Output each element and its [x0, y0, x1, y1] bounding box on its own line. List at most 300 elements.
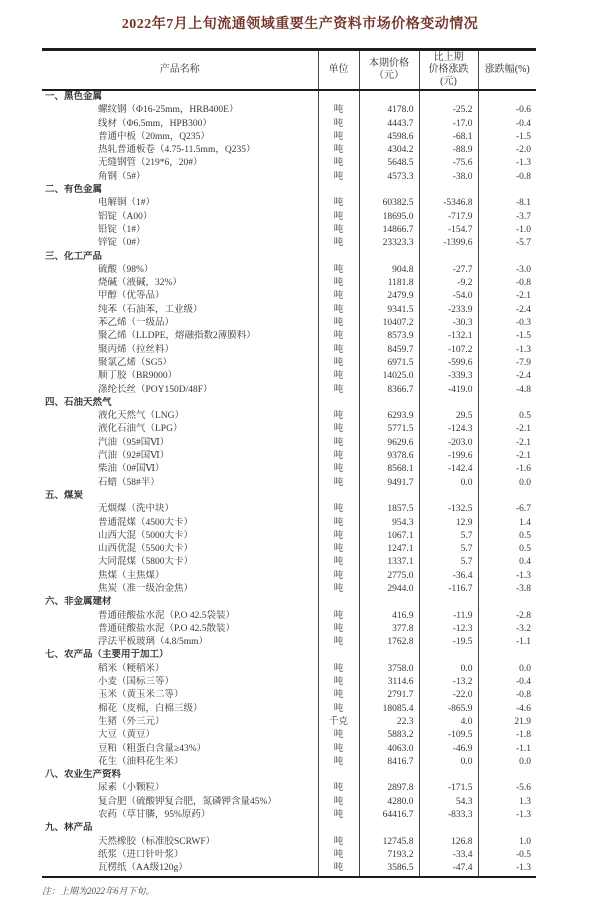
pct-cell: 1.0 — [478, 836, 536, 849]
pct-cell: -0.8 — [478, 689, 536, 702]
unit-cell: 吨 — [318, 862, 359, 876]
unit-cell: 吨 — [318, 144, 359, 157]
unit-cell: 吨 — [318, 782, 359, 795]
product-cell: 无缝钢管（219*6，20#） — [98, 158, 203, 169]
unit-cell — [318, 822, 359, 835]
pct-cell: 0.5 — [478, 530, 536, 543]
pct-cell: -1.3 — [478, 570, 536, 583]
product-cell: 聚乙烯（LLDPE，熔融指数2薄膜料） — [98, 331, 256, 342]
change-cell: -36.4 — [419, 570, 478, 583]
price-cell — [359, 90, 419, 104]
product-cell: 烧碱（液碱，32%） — [98, 278, 182, 289]
product-cell: 复合肥（硫酸钾复合肥，氮磷钾含量45%） — [98, 796, 277, 807]
change-cell: -419.0 — [419, 384, 478, 397]
product-cell: 角钢（5#） — [98, 171, 146, 182]
table-row — [42, 171, 536, 184]
change-cell: 126.8 — [419, 836, 478, 849]
pct-cell: -1.3 — [478, 344, 536, 357]
price-cell: 1181.8 — [359, 277, 419, 290]
unit-cell: 吨 — [318, 623, 359, 636]
change-cell: -1399.6 — [419, 237, 478, 250]
table-row — [42, 636, 536, 649]
change-cell: 5.7 — [419, 556, 478, 569]
price-cell — [359, 596, 419, 609]
section-title-cell: 六、非金属建材 — [45, 597, 112, 608]
price-cell: 1067.1 — [359, 530, 419, 543]
page-title: 2022年7月上旬流通领域重要生产资料市场价格变动情况 — [121, 17, 479, 32]
product-cell: 纸浆（进口针叶浆） — [98, 849, 184, 860]
pct-cell — [478, 397, 536, 410]
unit-cell: 吨 — [318, 610, 359, 623]
section-row — [42, 769, 536, 782]
change-cell: -27.7 — [419, 264, 478, 277]
product-cell: 小麦（国标三等） — [98, 677, 175, 688]
change-cell: 54.3 — [419, 796, 478, 809]
table-row — [42, 357, 536, 370]
pct-cell: -1.6 — [478, 463, 536, 476]
price-cell: 416.9 — [359, 610, 419, 623]
unit-cell: 吨 — [318, 836, 359, 849]
change-cell: -199.6 — [419, 450, 478, 463]
change-cell: -38.0 — [419, 171, 478, 184]
product-cell: 山西优混（5500大卡） — [98, 544, 194, 555]
unit-cell: 吨 — [318, 277, 359, 290]
unit-cell: 吨 — [318, 197, 359, 210]
pct-cell: 21.9 — [478, 716, 536, 729]
table-row — [42, 570, 536, 583]
unit-cell: 吨 — [318, 689, 359, 702]
pct-cell — [478, 596, 536, 609]
pct-cell: 0.5 — [478, 543, 536, 556]
change-cell: -107.2 — [419, 344, 478, 357]
unit-cell: 吨 — [318, 636, 359, 649]
change-cell: -46.9 — [419, 743, 478, 756]
price-cell: 60382.5 — [359, 197, 419, 210]
price-cell — [359, 769, 419, 782]
product-cell: 汽油（95#国Ⅵ） — [98, 437, 170, 448]
unit-cell — [318, 490, 359, 503]
unit-cell: 吨 — [318, 517, 359, 530]
pct-cell: -2.1 — [478, 423, 536, 436]
product-cell: 线材（Φ6.5mm，HPB300） — [98, 118, 212, 129]
price-cell — [359, 822, 419, 835]
change-cell: -142.4 — [419, 463, 478, 476]
unit-cell: 吨 — [318, 104, 359, 117]
table-row — [42, 836, 536, 849]
change-cell: -22.0 — [419, 689, 478, 702]
table-row — [42, 344, 536, 357]
price-cell: 22.3 — [359, 716, 419, 729]
unit-cell: 吨 — [318, 729, 359, 742]
unit-cell: 吨 — [318, 290, 359, 303]
price-cell — [359, 251, 419, 264]
unit-cell: 吨 — [318, 676, 359, 689]
pct-cell: -2.1 — [478, 290, 536, 303]
table-row — [42, 623, 536, 636]
price-cell: 1337.1 — [359, 556, 419, 569]
product-cell: 瓦楞纸（AA级120g） — [98, 863, 188, 874]
price-cell: 8568.1 — [359, 463, 419, 476]
change-cell: -124.3 — [419, 423, 478, 436]
pct-cell: -0.8 — [478, 277, 536, 290]
change-cell: -132.5 — [419, 503, 478, 516]
table-row — [42, 703, 536, 716]
pct-cell: -0.4 — [478, 118, 536, 131]
unit-cell: 吨 — [318, 437, 359, 450]
pct-cell: 0.4 — [478, 556, 536, 569]
unit-cell: 吨 — [318, 118, 359, 131]
price-cell: 8416.7 — [359, 756, 419, 769]
table-row — [42, 224, 536, 237]
change-cell: -109.5 — [419, 729, 478, 742]
price-cell: 8366.7 — [359, 384, 419, 397]
pct-cell: -1.1 — [478, 636, 536, 649]
pct-cell: 0.0 — [478, 477, 536, 490]
section-title-cell: 九、林产品 — [45, 823, 93, 834]
unit-cell: 吨 — [318, 756, 359, 769]
product-cell: 大豆（黄豆） — [98, 730, 156, 741]
section-row — [42, 822, 536, 835]
pct-cell — [478, 184, 536, 197]
pct-cell: -2.4 — [478, 370, 536, 383]
pct-cell: -2.1 — [478, 450, 536, 463]
price-cell: 4598.6 — [359, 131, 419, 144]
price-cell: 3758.0 — [359, 663, 419, 676]
unit-cell: 吨 — [318, 809, 359, 822]
unit-cell: 吨 — [318, 330, 359, 343]
unit-cell: 吨 — [318, 304, 359, 317]
product-cell: 汽油（92#国Ⅵ） — [98, 451, 170, 462]
table-row — [42, 689, 536, 702]
table-row — [42, 756, 536, 769]
change-cell: 29.5 — [419, 410, 478, 423]
price-cell: 8573.9 — [359, 330, 419, 343]
product-cell: 液化石油气（LPG） — [98, 424, 183, 435]
table-row — [42, 663, 536, 676]
price-cell: 9491.7 — [359, 477, 419, 490]
change-cell — [419, 184, 478, 197]
price-cell: 3114.6 — [359, 676, 419, 689]
change-cell: 4.0 — [419, 716, 478, 729]
product-cell: 农药（草甘膦，95%原药） — [98, 810, 211, 821]
table-row — [42, 104, 536, 117]
change-cell: -88.9 — [419, 144, 478, 157]
price-cell: 14866.7 — [359, 224, 419, 237]
table-row — [42, 517, 536, 530]
product-cell: 苯乙烯（一级品） — [98, 318, 175, 329]
section-row — [42, 649, 536, 662]
pct-cell: -1.3 — [478, 809, 536, 822]
change-cell: 5.7 — [419, 530, 478, 543]
price-cell: 377.8 — [359, 623, 419, 636]
table-row — [42, 477, 536, 490]
table-row — [42, 583, 536, 596]
pct-cell: -0.3 — [478, 317, 536, 330]
table-row — [42, 450, 536, 463]
pct-cell: -0.6 — [478, 104, 536, 117]
price-cell: 4304.2 — [359, 144, 419, 157]
price-cell: 6293.9 — [359, 410, 419, 423]
product-cell: 普通中板（20mm，Q235） — [98, 131, 210, 142]
change-cell: -833.3 — [419, 809, 478, 822]
price-cell — [359, 397, 419, 410]
unit-cell: 吨 — [318, 157, 359, 170]
table-row — [42, 197, 536, 210]
pct-cell: -0.4 — [478, 676, 536, 689]
unit-cell: 吨 — [318, 477, 359, 490]
change-cell — [419, 822, 478, 835]
change-cell: -717.9 — [419, 211, 478, 224]
pct-cell: 1.3 — [478, 796, 536, 809]
unit-cell: 吨 — [318, 503, 359, 516]
table-row — [42, 277, 536, 290]
price-cell: 3586.5 — [359, 862, 419, 876]
section-title-cell: 五、煤炭 — [45, 490, 84, 501]
product-cell: 无烟煤（洗中块） — [98, 504, 175, 515]
pct-cell: -1.8 — [478, 729, 536, 742]
product-cell: 尿素（小颗粒） — [98, 783, 165, 794]
table-header — [42, 50, 536, 91]
price-cell: 2791.7 — [359, 689, 419, 702]
section-title-cell: 七、农产品（主要用于加工） — [45, 650, 169, 661]
unit-cell: 吨 — [318, 344, 359, 357]
change-cell: -68.1 — [419, 131, 478, 144]
unit-cell: 吨 — [318, 450, 359, 463]
pct-cell: -0.8 — [478, 171, 536, 184]
product-cell: 聚氯乙烯（SG5） — [98, 357, 172, 368]
price-cell: 6971.5 — [359, 357, 419, 370]
price-cell: 8459.7 — [359, 344, 419, 357]
price-cell — [359, 649, 419, 662]
price-cell: 18695.0 — [359, 211, 419, 224]
table-row — [42, 131, 536, 144]
change-cell: -132.1 — [419, 330, 478, 343]
table-row — [42, 862, 536, 876]
change-cell: -233.9 — [419, 304, 478, 317]
price-cell: 1247.1 — [359, 543, 419, 556]
unit-cell: 吨 — [318, 357, 359, 370]
unit-cell: 吨 — [318, 530, 359, 543]
price-cell: 14025.0 — [359, 370, 419, 383]
product-cell: 涤纶长丝（POY150D/48F） — [98, 384, 213, 395]
pct-cell: -2.1 — [478, 437, 536, 450]
section-title-cell: 八、农业生产资料 — [45, 770, 122, 781]
product-cell: 山西大混（5000大卡） — [98, 530, 194, 541]
table-row — [42, 118, 536, 131]
change-cell: -9.2 — [419, 277, 478, 290]
product-cell: 热轧普通板卷（4.75-11.5mm，Q235） — [98, 145, 256, 156]
product-cell: 天然橡胶（标准胶SCRWF） — [98, 836, 216, 847]
table-row — [42, 556, 536, 569]
section-title-cell: 一、黑色金属 — [45, 92, 103, 102]
table-row — [42, 849, 536, 862]
price-cell: 5648.5 — [359, 157, 419, 170]
pct-cell: -5.7 — [478, 237, 536, 250]
table-body — [42, 90, 536, 877]
section-row — [42, 490, 536, 503]
unit-cell: 吨 — [318, 663, 359, 676]
change-cell — [419, 769, 478, 782]
table-row — [42, 782, 536, 795]
table-row — [42, 610, 536, 623]
price-cell: 4280.0 — [359, 796, 419, 809]
price-cell: 954.3 — [359, 517, 419, 530]
pct-cell: -7.9 — [478, 357, 536, 370]
table-row — [42, 330, 536, 343]
price-cell: 4443.7 — [359, 118, 419, 131]
unit-cell: 吨 — [318, 463, 359, 476]
table-row — [42, 144, 536, 157]
table-row — [42, 809, 536, 822]
product-cell: 棉花（皮棉，白棉三级） — [98, 703, 203, 714]
header-price-change — [419, 50, 478, 91]
price-cell: 64416.7 — [359, 809, 419, 822]
product-cell: 纯苯（石油苯，工业级） — [98, 304, 203, 315]
unit-cell — [318, 769, 359, 782]
product-cell: 普通混煤（4500大卡） — [98, 517, 194, 528]
unit-cell: 吨 — [318, 384, 359, 397]
unit-cell: 吨 — [318, 370, 359, 383]
price-cell: 9629.6 — [359, 437, 419, 450]
pct-cell: -4.6 — [478, 703, 536, 716]
product-cell: 铝锭（A00） — [98, 211, 153, 222]
unit-cell — [318, 184, 359, 197]
change-cell: -75.6 — [419, 157, 478, 170]
header-price-change-line1: 比上期 — [433, 52, 464, 63]
price-cell: 5771.5 — [359, 423, 419, 436]
unit-cell: 吨 — [318, 264, 359, 277]
change-cell — [419, 649, 478, 662]
table-row — [42, 676, 536, 689]
pct-cell: -3.0 — [478, 264, 536, 277]
change-cell: 5.7 — [419, 543, 478, 556]
price-cell: 2944.0 — [359, 583, 419, 596]
change-cell — [419, 596, 478, 609]
section-row — [42, 184, 536, 197]
price-cell: 7193.2 — [359, 849, 419, 862]
unit-cell: 吨 — [318, 570, 359, 583]
product-cell: 电解铜（1#） — [98, 198, 156, 209]
table-row — [42, 423, 536, 436]
price-cell: 12745.8 — [359, 836, 419, 849]
table-row — [42, 410, 536, 423]
price-cell: 23323.3 — [359, 237, 419, 250]
product-cell: 焦煤（主焦煤） — [98, 570, 165, 581]
unit-cell: 吨 — [318, 171, 359, 184]
change-cell: -203.0 — [419, 437, 478, 450]
footnote: 注：上期为2022年6月下旬。 — [42, 885, 155, 896]
unit-cell: 吨 — [318, 583, 359, 596]
price-cell: 9378.6 — [359, 450, 419, 463]
unit-cell: 吨 — [318, 423, 359, 436]
change-cell: -33.4 — [419, 849, 478, 862]
table-row — [42, 796, 536, 809]
table-row — [42, 304, 536, 317]
change-cell: -30.3 — [419, 317, 478, 330]
pct-cell: -2.8 — [478, 610, 536, 623]
unit-cell — [318, 649, 359, 662]
change-cell: -25.2 — [419, 104, 478, 117]
pct-cell: 0.0 — [478, 756, 536, 769]
change-cell — [419, 90, 478, 104]
price-cell: 2479.9 — [359, 290, 419, 303]
unit-cell: 吨 — [318, 131, 359, 144]
pct-cell: 0.0 — [478, 663, 536, 676]
change-cell: -17.0 — [419, 118, 478, 131]
price-cell: 904.8 — [359, 264, 419, 277]
section-title-cell: 二、有色金属 — [45, 185, 103, 196]
header-current-price-line2: （元） — [374, 70, 404, 81]
header-current-price-line1: 本期价格 — [369, 58, 409, 69]
price-cell: 5883.2 — [359, 729, 419, 742]
unit-cell: 千克 — [318, 716, 359, 729]
product-cell: 生猪（外三元） — [98, 716, 165, 727]
section-row — [42, 251, 536, 264]
table-row — [42, 237, 536, 250]
table-row — [42, 437, 536, 450]
product-cell: 聚丙烯（拉丝料） — [98, 344, 175, 355]
table-row — [42, 317, 536, 330]
product-cell: 普通硅酸盐水泥（P.O 42.5散装） — [98, 623, 235, 634]
change-cell: 12.9 — [419, 517, 478, 530]
unit-cell: 吨 — [318, 317, 359, 330]
pct-cell: -4.8 — [478, 384, 536, 397]
product-cell: 石蜡（58#半） — [98, 477, 160, 488]
change-cell: -11.9 — [419, 610, 478, 623]
change-cell: -47.4 — [419, 862, 478, 876]
pct-cell: -3.7 — [478, 211, 536, 224]
pct-cell — [478, 90, 536, 104]
pct-cell — [478, 649, 536, 662]
pct-cell: -2.0 — [478, 144, 536, 157]
pct-cell — [478, 490, 536, 503]
price-cell: 4178.0 — [359, 104, 419, 117]
unit-cell — [318, 397, 359, 410]
pct-cell: 1.4 — [478, 517, 536, 530]
section-row — [42, 596, 536, 609]
header-price-change-line2: 价格涨跌(元) — [428, 64, 469, 87]
change-cell: -54.0 — [419, 290, 478, 303]
table-row — [42, 729, 536, 742]
unit-cell: 吨 — [318, 703, 359, 716]
unit-cell: 吨 — [318, 410, 359, 423]
table-row — [42, 370, 536, 383]
unit-cell: 吨 — [318, 556, 359, 569]
pct-cell: -3.2 — [478, 623, 536, 636]
pct-cell: -8.1 — [478, 197, 536, 210]
price-cell: 4573.3 — [359, 171, 419, 184]
product-cell: 液化天然气（LNG） — [98, 411, 185, 422]
section-title-cell: 四、石油天然气 — [45, 397, 112, 408]
price-cell: 1762.8 — [359, 636, 419, 649]
change-cell: 0.0 — [419, 477, 478, 490]
table-row — [42, 530, 536, 543]
table-row — [42, 290, 536, 303]
pct-cell: -5.6 — [478, 782, 536, 795]
pct-cell — [478, 822, 536, 835]
price-cell: 9341.5 — [359, 304, 419, 317]
pct-cell — [478, 769, 536, 782]
price-cell: 4063.0 — [359, 743, 419, 756]
product-cell: 豆粕（粗蛋白含量≥43%） — [98, 743, 207, 754]
price-cell: 18085.4 — [359, 703, 419, 716]
change-cell: -116.7 — [419, 583, 478, 596]
unit-cell: 吨 — [318, 743, 359, 756]
table-row — [42, 211, 536, 224]
section-row — [42, 397, 536, 410]
header-unit: 单位 — [318, 50, 359, 91]
pct-cell: -1.5 — [478, 131, 536, 144]
